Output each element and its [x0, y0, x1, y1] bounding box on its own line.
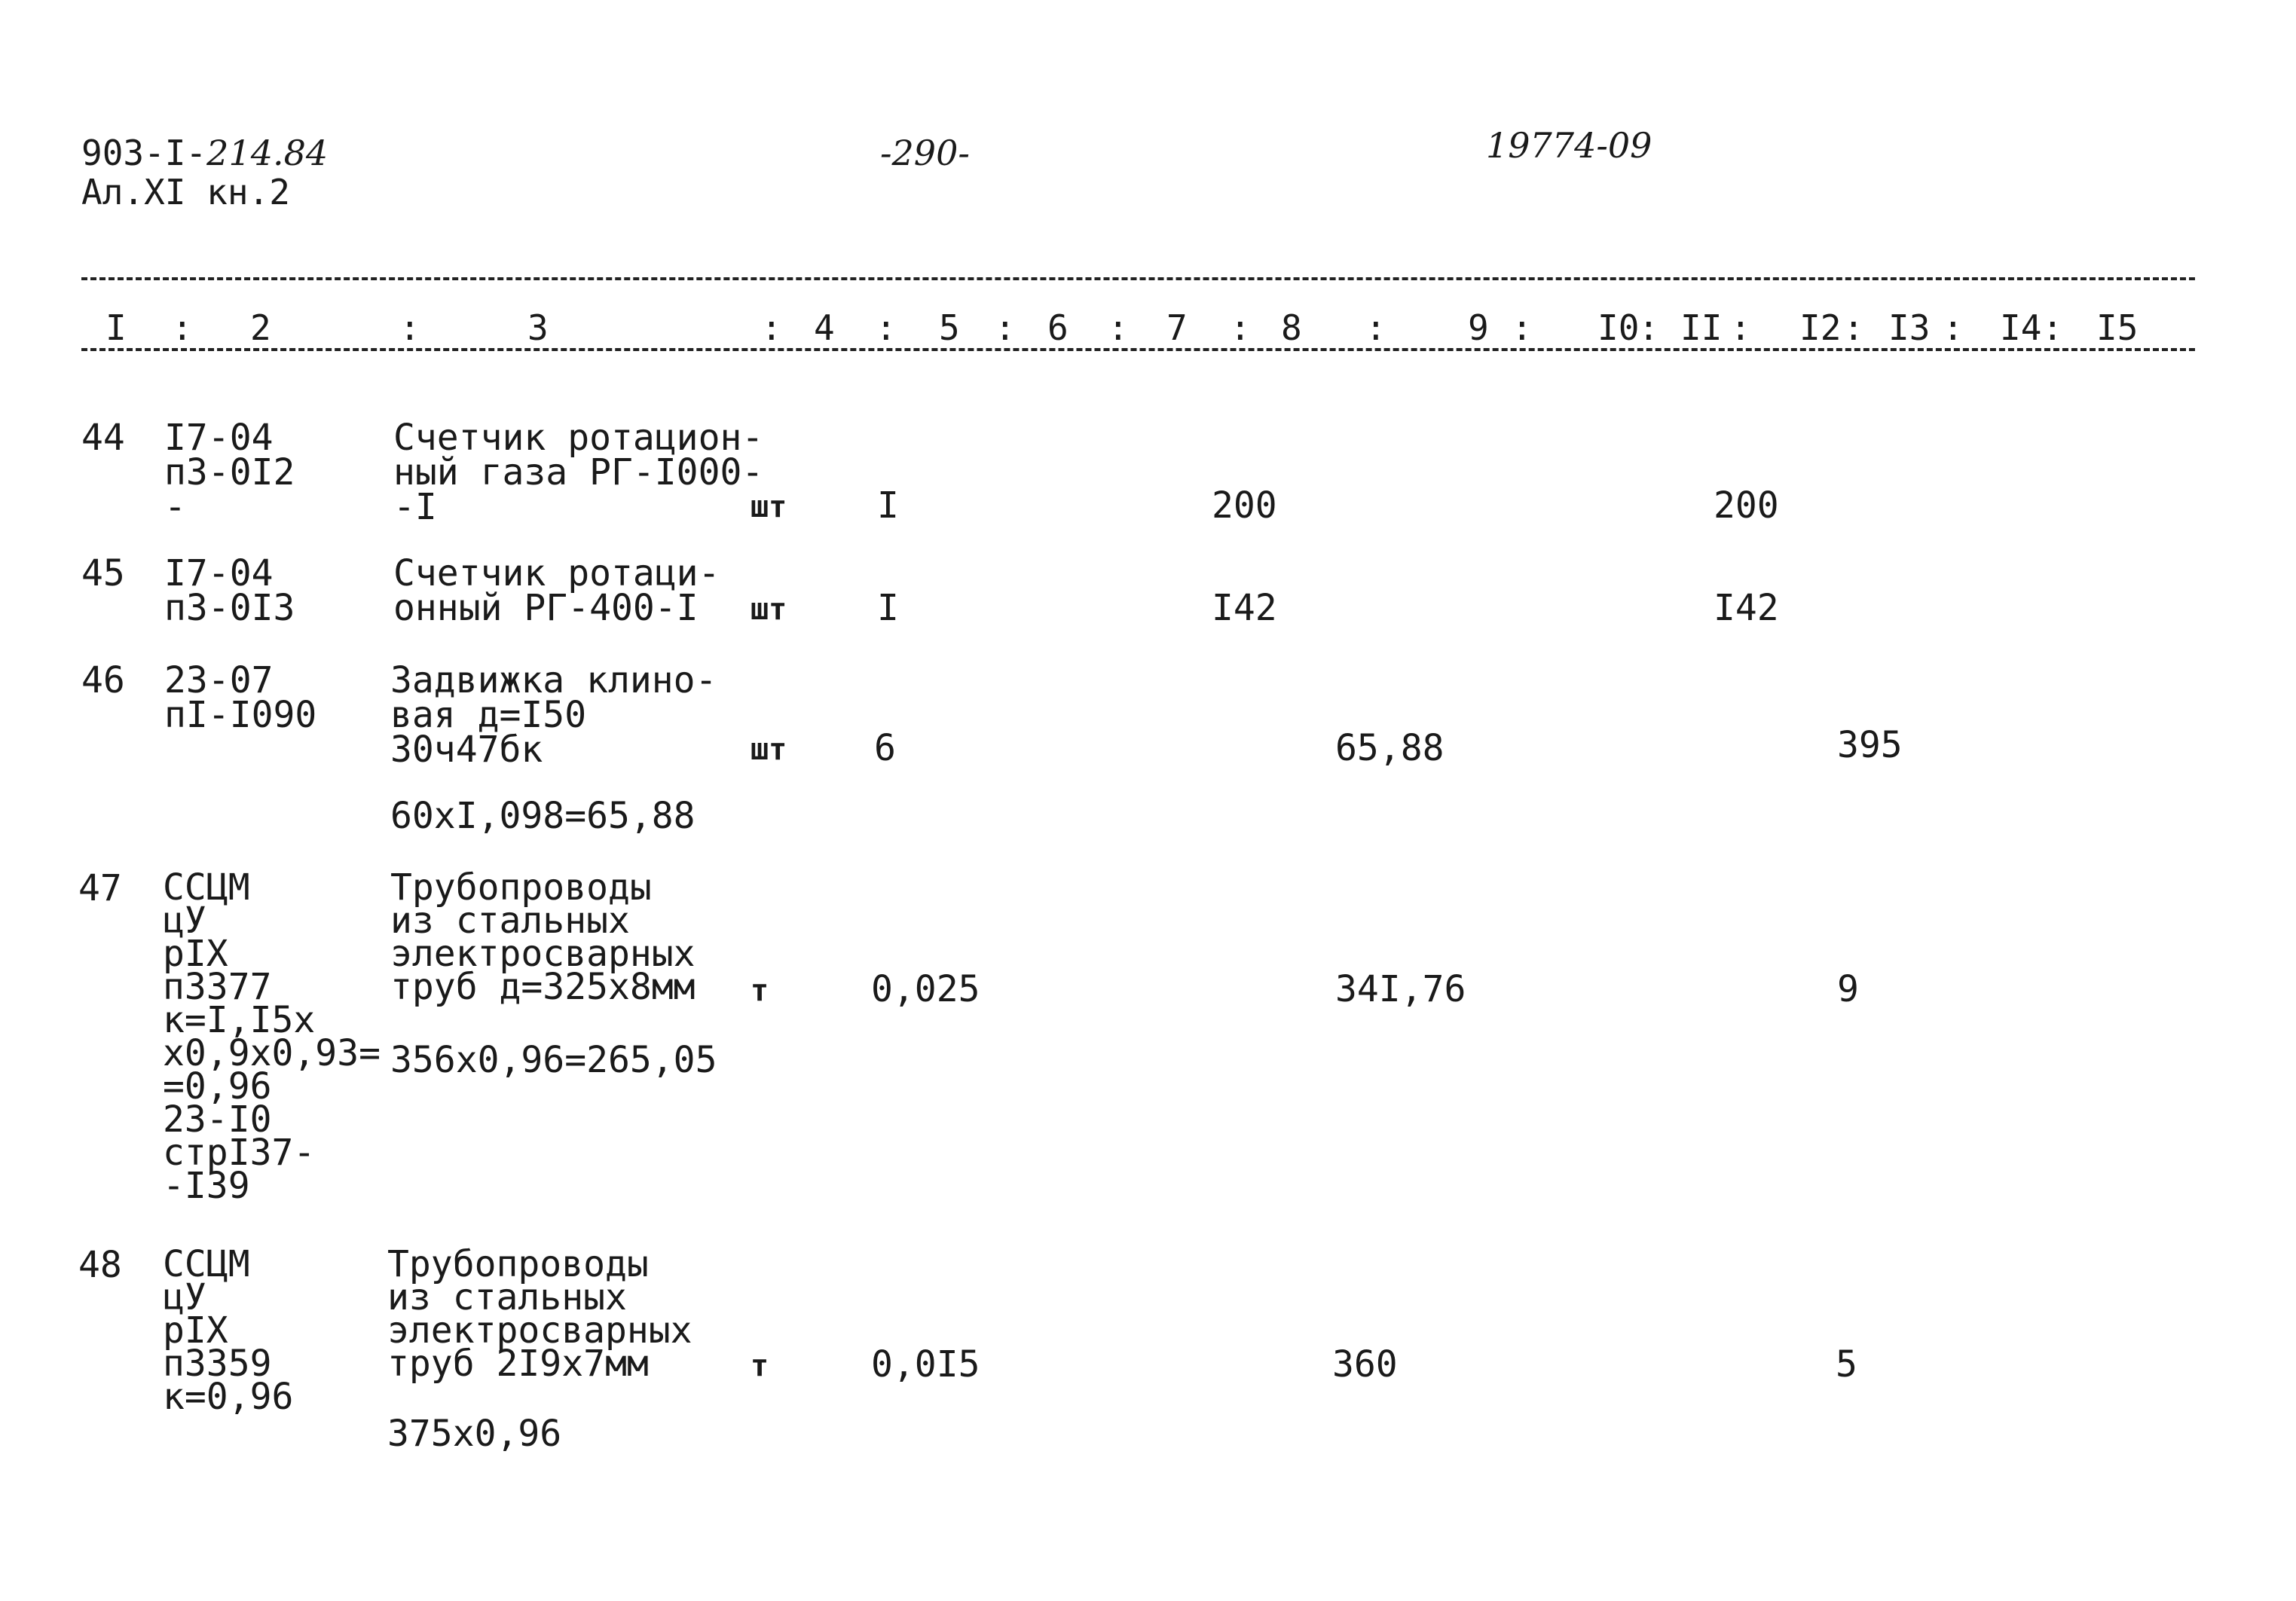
- top-rule: [81, 277, 2195, 280]
- col13-value: 9: [1837, 968, 1859, 1010]
- column-number: I3: [1888, 307, 1931, 348]
- column-number: I: [105, 307, 127, 348]
- column-separator: :: [1638, 307, 1659, 348]
- norm-code: I7-04 п3-0I2 -: [164, 417, 295, 528]
- column-number: 6: [1047, 307, 1069, 348]
- quantity: 0,0I5: [871, 1343, 980, 1386]
- column-number: I4: [2000, 307, 2042, 348]
- unit: шт: [751, 732, 787, 767]
- row-number: 45: [81, 552, 125, 594]
- column-separator: :: [1365, 307, 1386, 348]
- col9-value: 34I,76: [1335, 968, 1466, 1010]
- column-number: I2: [1799, 307, 1842, 348]
- item-name: Трубопроводы из стальных электросварных труб д=325х8мм: [390, 866, 696, 1008]
- document-code: [81, 133, 329, 173]
- row-number: 46: [81, 659, 125, 701]
- col13-value: 395: [1837, 724, 1903, 766]
- item-name: Счетчик ротацион- ный газа РГ-I000- -I: [393, 417, 764, 528]
- quantity: 6: [874, 727, 896, 769]
- unit: шт: [751, 490, 787, 524]
- document-code-prefix: 903-I-: [81, 133, 207, 173]
- col8-value: 200: [1212, 484, 1277, 527]
- norm-code: ССЦМ цУ pIX п3359 к=0,96: [163, 1243, 294, 1418]
- column-number: 9: [1468, 307, 1489, 348]
- calculation: 375x0,96: [387, 1413, 562, 1455]
- norm-code: 23-07 пI-I090: [164, 659, 317, 736]
- doc-number: 19774-09: [1486, 125, 1652, 166]
- column-separator: :: [1230, 307, 1251, 348]
- column-number: 2: [250, 307, 271, 348]
- quantity: 0,025: [871, 968, 980, 1010]
- page-number: -290-: [880, 133, 970, 173]
- column-number: I0: [1597, 307, 1640, 348]
- item-name: Задвижка клино- вая д=I50 30ч47бк: [390, 659, 717, 771]
- column-separator: :: [1730, 307, 1751, 348]
- column-separator: :: [995, 307, 1016, 348]
- col12-value: I42: [1714, 587, 1779, 629]
- header-rule: [81, 348, 2195, 351]
- item-name: Трубопроводы из стальных электросварных труб 2I9х7мм: [387, 1243, 692, 1385]
- column-separator: :: [2042, 307, 2063, 348]
- column-separator: :: [1943, 307, 1964, 348]
- col8-value: I42: [1212, 587, 1277, 629]
- row-number: 48: [78, 1244, 122, 1286]
- column-number: II: [1680, 307, 1723, 348]
- unit: т: [751, 973, 769, 1008]
- column-number: 8: [1281, 307, 1302, 348]
- column-separator: :: [1843, 307, 1864, 348]
- row-number: 44: [81, 417, 125, 459]
- col9-value: 360: [1332, 1343, 1398, 1386]
- calculation: 356x0,96=265,05: [390, 1039, 717, 1081]
- column-separator: :: [1108, 307, 1129, 348]
- column-number: 3: [527, 307, 549, 348]
- unit: шт: [751, 592, 787, 627]
- quantity: I: [877, 587, 899, 629]
- column-separator: :: [399, 307, 420, 348]
- norm-code: ССЦМ цУ pIX п3377 к=I,I5х х0,9х0,93= =0,96 23-I0 стрI37- -I39: [163, 866, 381, 1207]
- unit: т: [751, 1349, 769, 1383]
- norm-code: I7-04 п3-0I3: [164, 552, 295, 629]
- calculation: 60xI,098=65,88: [390, 795, 696, 837]
- document-code-handwritten: 214.84: [206, 133, 329, 173]
- volume-line: Ал.XI кн.2: [81, 172, 290, 212]
- quantity: I: [877, 484, 899, 527]
- col9-value: 65,88: [1335, 727, 1445, 769]
- column-number: 7: [1166, 307, 1188, 348]
- column-separator: :: [761, 307, 782, 348]
- column-separator: :: [172, 307, 193, 348]
- col12-value: 200: [1714, 484, 1779, 527]
- column-separator: :: [1512, 307, 1533, 348]
- column-number: 5: [939, 307, 960, 348]
- column-number: I5: [2096, 307, 2139, 348]
- row-number: 47: [78, 867, 122, 909]
- item-name: Счетчик ротаци- онный РГ-400-I: [393, 552, 720, 629]
- column-separator: :: [876, 307, 897, 348]
- col13-value: 5: [1836, 1343, 1857, 1386]
- column-number: 4: [814, 307, 835, 348]
